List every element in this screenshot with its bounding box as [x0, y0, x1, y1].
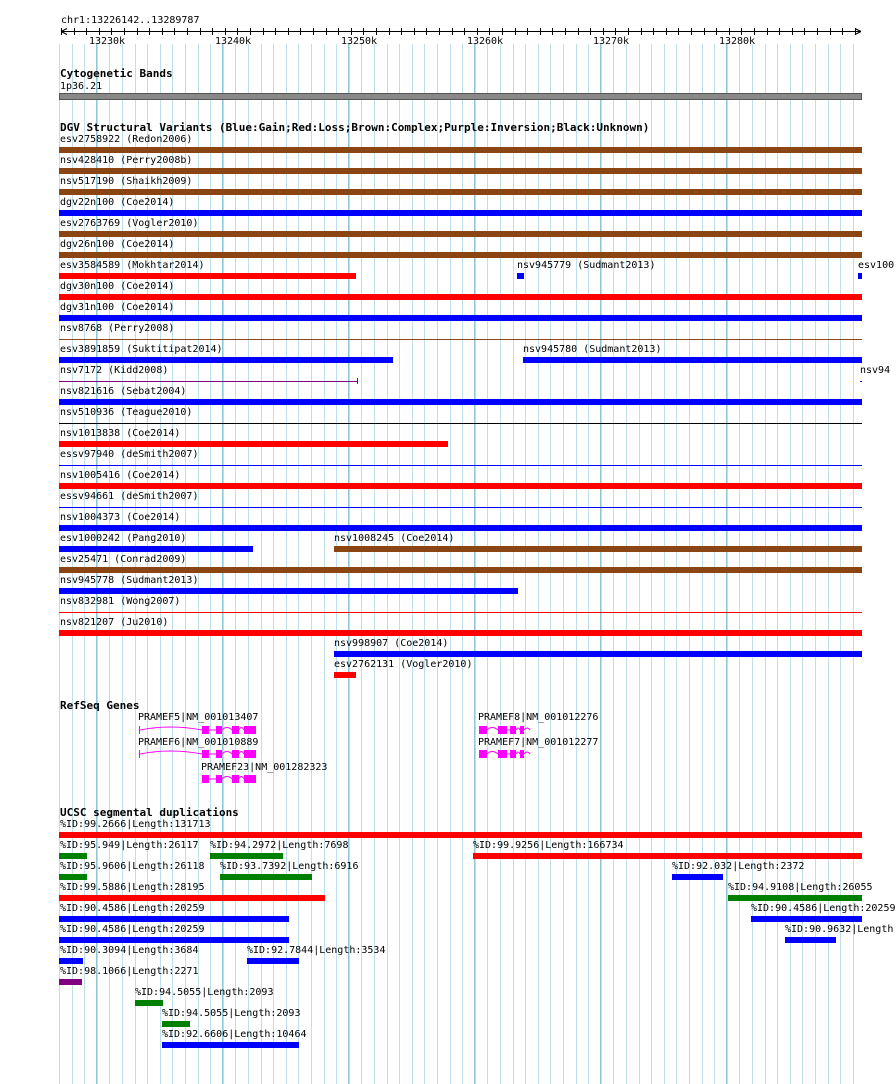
dgv-variant-label: nsv821207 (Ju2010) — [60, 617, 169, 628]
ruler-tick-label: 13280k — [718, 36, 756, 47]
segdup-bar[interactable] — [751, 916, 862, 922]
dgv-variant-label: nsv8768 (Perry2008) — [60, 323, 175, 334]
segdup-label: %ID:95.9606|Length:26118 — [60, 861, 205, 872]
refseq-gene-label: PRAMEF6|NM_001010889 — [138, 737, 259, 748]
segdup-label: %ID:98.1066|Length:2271 — [60, 966, 199, 977]
segdup-label: %ID:94.9108|Length:26055 — [728, 882, 873, 893]
dgv-variant-label: nsv517190 (Shaikh2009) — [60, 176, 193, 187]
dgv-variant-label: nsv1008245 (Coe2014) — [334, 533, 455, 544]
dgv-variant-label: nsv428410 (Perry2008b) — [60, 155, 193, 166]
dgv-variant-label: dgv31n100 (Coe2014) — [60, 302, 175, 313]
dgv-variant-label: nsv94 — [860, 365, 891, 376]
segdup-label: %ID:90.9632|Length — [785, 924, 894, 935]
dgv-variant-bar[interactable] — [59, 465, 862, 466]
dgv-variant-bar[interactable] — [858, 273, 862, 279]
segdup-label: %ID:94.5055|Length:2093 — [162, 1008, 301, 1019]
dgv-variant-bar[interactable] — [59, 168, 862, 174]
segdup-bar[interactable] — [728, 895, 862, 901]
gene-model[interactable] — [202, 775, 256, 783]
dgv-variant-label: essv97940 (deSmith2007) — [60, 449, 199, 460]
dgv-variant-bar[interactable] — [59, 441, 448, 447]
dgv-variant-label: dgv30n100 (Coe2014) — [60, 281, 175, 292]
dgv-variant-bar[interactable] — [59, 423, 862, 424]
dgv-variant-bar[interactable] — [59, 546, 253, 552]
dgv-variant-label: esv100 — [858, 260, 895, 271]
dgv-variant-bar[interactable] — [59, 525, 862, 531]
dgv-variant-bar[interactable] — [59, 147, 862, 153]
position-ruler — [0, 0, 890, 50]
dgv-variant-label: dgv22n100 (Coe2014) — [60, 197, 175, 208]
segdup-label: %ID:99.2666|Length:131713 — [60, 819, 211, 830]
segdup-label: %ID:99.9256|Length:166734 — [473, 840, 624, 851]
dgv-variant-label: esv25471 (Conrad2009) — [60, 554, 187, 565]
dgv-variant-label: nsv998907 (Coe2014) — [334, 638, 449, 649]
dgv-variant-label: nsv832981 (Wong2007) — [60, 596, 181, 607]
gene-model[interactable] — [479, 750, 530, 758]
segdup-bar[interactable] — [59, 937, 289, 943]
segdup-label: %ID:93.7392|Length:6916 — [220, 861, 359, 872]
dgv-variant-bar[interactable] — [59, 189, 862, 195]
refseq-gene-label: PRAMEF8|NM_001012276 — [478, 712, 599, 723]
dgv-variant-bar[interactable] — [59, 381, 358, 382]
dgv-track-title: DGV Structural Variants (Blue:Gain;Red:Loss;Brown:Complex;Purple:Inversion;Black:Unknown) — [60, 121, 650, 134]
dgv-variant-label: esv3891859 (Suktitipat2014) — [60, 344, 223, 355]
dgv-variant-bar[interactable] — [334, 651, 862, 657]
dgv-variant-bar[interactable] — [59, 612, 862, 613]
dgv-variant-bar[interactable] — [860, 381, 862, 382]
dgv-variant-bar[interactable] — [59, 273, 356, 279]
dgv-variant-label: nsv7172 (Kidd2008) — [60, 365, 169, 376]
dgv-variant-bar[interactable] — [517, 273, 524, 279]
refseq-track-title: RefSeq Genes — [60, 699, 140, 712]
dgv-variant-bar[interactable] — [59, 588, 518, 594]
dgv-variant-bar[interactable] — [59, 399, 862, 405]
dgv-variant-bar[interactable] — [523, 357, 862, 363]
dgv-variant-bar[interactable] — [59, 231, 862, 237]
cytoband-track-title: Cytogenetic Bands — [60, 67, 173, 80]
ruler-tick-label: 13250k — [340, 36, 378, 47]
dgv-variant-label: nsv510936 (Teague2010) — [60, 407, 193, 418]
ruler-tick-label: 13270k — [592, 36, 630, 47]
segdup-bar[interactable] — [59, 874, 87, 880]
dgv-variant-label: esv2763769 (Vogler2010) — [60, 218, 199, 229]
ruler-tick-label: 13260k — [466, 36, 504, 47]
segdup-bar[interactable] — [59, 853, 87, 859]
ruler-tick-label: 13230k — [88, 36, 126, 47]
segdup-bar[interactable] — [59, 958, 83, 964]
dgv-variant-label: esv2762131 (Vogler2010) — [334, 659, 473, 670]
dgv-variant-bar[interactable] — [59, 567, 862, 573]
dgv-variant-label: essv94661 (deSmith2007) — [60, 491, 199, 502]
segdup-track-title: UCSC segmental duplications — [60, 806, 239, 819]
segdup-label: %ID:94.5055|Length:2093 — [135, 987, 274, 998]
dgv-variant-bar[interactable] — [334, 546, 862, 552]
dgv-variant-label: esv1000242 (Pang2010) — [60, 533, 187, 544]
segdup-bar[interactable] — [672, 874, 723, 880]
segdup-label: %ID:95.949|Length:26117 — [60, 840, 199, 851]
dgv-variant-bar[interactable] — [59, 483, 862, 489]
segdup-label: %ID:90.3094|Length:3684 — [60, 945, 199, 956]
dgv-variant-label: nsv945780 (Sudmant2013) — [523, 344, 662, 355]
segdup-label: %ID:90.4586|Length:20259 — [60, 903, 205, 914]
dgv-variant-label: esv3584589 (Mokhtar2014) — [60, 260, 205, 271]
segdup-label: %ID:94.2972|Length:7698 — [210, 840, 349, 851]
segdup-bar[interactable] — [59, 916, 289, 922]
segdup-label: %ID:90.4586|Length:20259 — [60, 924, 205, 935]
coordinate-label: chr1:13226142..13289787 — [61, 15, 200, 26]
refseq-gene-label: PRAMEF23|NM_001282323 — [201, 762, 328, 773]
refseq-gene-label: PRAMEF5|NM_001013407 — [138, 712, 259, 723]
refseq-gene-label: PRAMEF7|NM_001012277 — [478, 737, 599, 748]
dgv-variant-label: nsv1004373 (Coe2014) — [60, 512, 181, 523]
segdup-bar[interactable] — [785, 937, 836, 943]
dgv-variant-label: nsv945779 (Sudmant2013) — [517, 260, 656, 271]
cytoband-bar[interactable] — [59, 93, 862, 100]
segdup-bar[interactable] — [220, 874, 312, 880]
segdup-bar[interactable] — [162, 1021, 190, 1027]
dgv-variant-label: dgv26n100 (Coe2014) — [60, 239, 175, 250]
dgv-variant-bar[interactable] — [59, 630, 862, 636]
segdup-bar[interactable] — [473, 853, 862, 859]
segdup-bar[interactable] — [59, 895, 325, 901]
dgv-variant-bar[interactable] — [59, 507, 862, 508]
dgv-variant-label: nsv945778 (Sudmant2013) — [60, 575, 199, 586]
gene-model[interactable] — [140, 726, 257, 734]
dgv-variant-label: nsv1013838 (Coe2014) — [60, 428, 181, 439]
segdup-label: %ID:99.5886|Length:28195 — [60, 882, 205, 893]
segdup-bar[interactable] — [59, 832, 862, 838]
gene-model[interactable] — [140, 750, 257, 758]
dgv-variant-bar[interactable] — [59, 252, 862, 258]
ruler-tick-label: 13240k — [214, 36, 252, 47]
dgv-variant-bar[interactable] — [59, 315, 862, 321]
dgv-variant-bar[interactable] — [59, 339, 862, 340]
segdup-bar[interactable] — [210, 853, 283, 859]
segdup-label: %ID:92.6606|Length:10464 — [162, 1029, 307, 1040]
dgv-variant-bar[interactable] — [59, 210, 862, 216]
segdup-bar[interactable] — [135, 1000, 163, 1006]
dgv-variant-bar[interactable] — [334, 672, 356, 678]
segdup-label: %ID:92.032|Length:2372 — [672, 861, 805, 872]
dgv-variant-label: esv2758922 (Redon2006) — [60, 134, 193, 145]
segdup-bar[interactable] — [247, 958, 299, 964]
dgv-variant-label: nsv1005416 (Coe2014) — [60, 470, 181, 481]
dgv-variant-endcap — [357, 378, 358, 384]
dgv-variant-label: nsv821616 (Sebat2004) — [60, 386, 187, 397]
segdup-bar[interactable] — [59, 979, 82, 985]
segdup-label: %ID:90.4586|Length:20259 — [751, 903, 896, 914]
dgv-variant-bar[interactable] — [59, 357, 393, 363]
segdup-label: %ID:92.7844|Length:3534 — [247, 945, 386, 956]
dgv-variant-bar[interactable] — [59, 294, 862, 300]
cytoband-label: 1p36.21 — [60, 81, 103, 92]
segdup-bar[interactable] — [162, 1042, 299, 1048]
gene-model[interactable] — [479, 726, 530, 734]
refseq-gene-models — [0, 710, 890, 790]
